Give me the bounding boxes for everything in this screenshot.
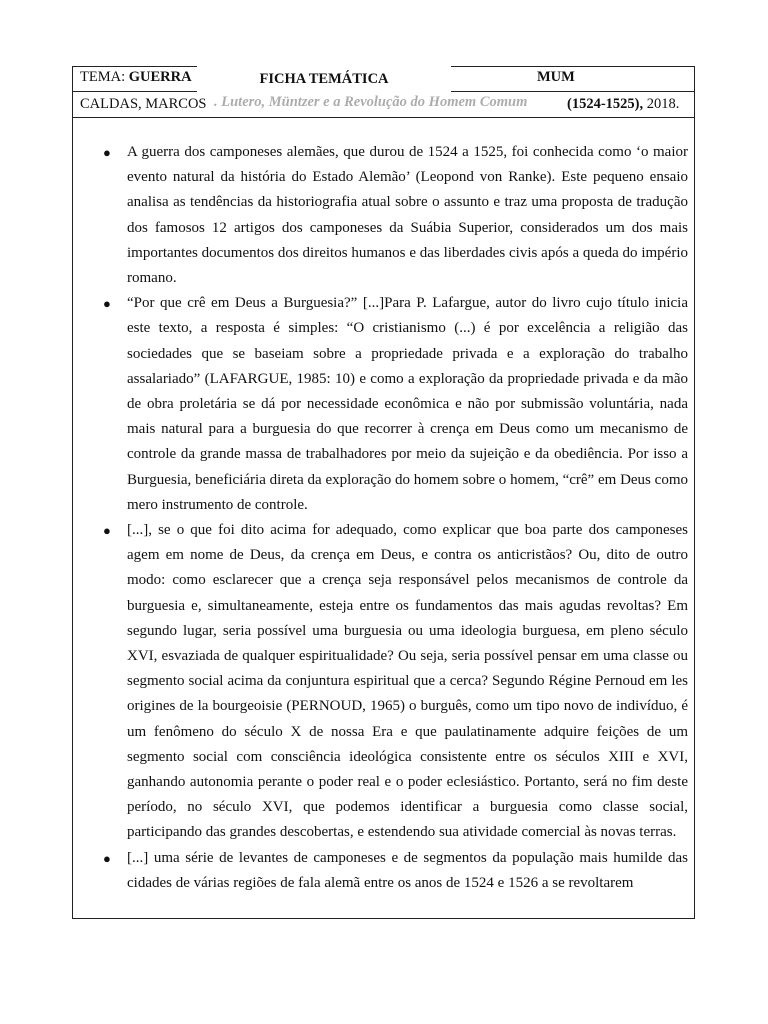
bullet-list [73,140,694,896]
bullet-icon: ● [103,145,111,160]
reference-dates [567,96,679,113]
page-title: FICHA TEMÁTICA [197,66,451,92]
theme-tail: MUM [537,69,575,85]
bullet-item [73,518,694,846]
ficha-table [72,66,695,919]
bullet-item [73,140,694,291]
bullet-text: “Por que crê em Deus a Burguesia?” [...]Para P. Lafargue, autor do livro cujo título inicia este texto, a resposta é simples: “O cristianismo (...) é por excelência a religião das sociedades que se baseiam sobre a propriedade privada e a exploração do trabalho assalariado” (LAFARGUE, 1985: 10) e como a exploração da propriedade privada e da mão de obra proletária se dá por necessidade econômica e não por submissão voluntária, nada mais natural para a burguesia do que recorrer à crença em Deus como um mecanismo de controle da grande massa de trabalhadores por meio da sujeição e da obediência. Por isso a Burguesia, beneficiária direta da exploração do homem sobre o homem, “crê” em Deus como mero instrumento de controle. [127,295,688,513]
bullet-text: A guerra dos camponeses alemães, que durou de 1524 a 1525, foi conhecida como ‘o maior evento natural da história do Estado Alemão’ (Leopond von Ranke). Este pequeno ensaio analisa as tendências da historiografia atual sobre o assunto e traz uma proposta de tradução dos famosos 12 artigos dos camponeses da Suábia Superior, considerados um dos mais importantes documentos dos direitos humanos e das liberdades civis após a queda do império romano. [127,144,688,287]
theme-cell [80,69,192,86]
theme-label: TEMA: [80,69,129,85]
bullet-text: [...], se o que foi dito acima for adequado, como explicar que boa parte dos camponeses agem em nome de Deus, da crença em Deus, e contra os anticristãos? Ou, dito de outro modo: como esclarecer que a crença seja responsável pelos mecanismos de controle da burguesia e, simultaneamente, esteja entre os fundamentos das mais agudas revoltas? Em segundo lugar, seria possível uma burguesia ou uma ideologia burguesa, em pleno século XVI, esvaziada de qualquer espiritualidade? Ou seja, seria possível pensar em uma classe ou segmento social acima da conjuntura espiritual que a cerca? Segundo Régine Pernoud em les origines de la bourgeoisie (PERNOUD, 1965) o burguês, como um tipo novo de indivíduo, é um fenômeno do século X de nossa Era e que paulatinamente adquire feições de um segmento social com consciência ideológica consistente entre os séculos XIII e XVI, ganhando autonomia perante o poder real e o poder eclesiástico. Portanto, será no fim deste período, no século XVI, que podemos identificar a burguesia como classe social, participando das grandes descobertas, e estendendo sua atividade comercial às novas terras. [127,522,688,841]
theme-value: GUERRA [128,69,192,85]
bullet-icon: ● [103,850,111,866]
work-year: 2018. [643,96,680,112]
reference-row [73,92,694,118]
content-area [73,118,694,919]
bullet-item [73,846,694,896]
bullet-icon: ● [103,296,111,312]
bullet-text: [...] uma série de levantes de camponeses e de segmentos da população mais humilde das cidades de várias regiões de fala alemã entre os anos de 1524 e 1526 a se revoltarem [127,849,688,891]
reference-author: CALDAS, MARCOS [80,96,207,112]
bullet-item [73,291,694,518]
reference-work-obscured: . Lutero, Müntzer e a Revolução do Homem Comum [214,94,528,110]
bullet-icon: ● [103,523,111,539]
work-dates: (1524-1525), [567,96,644,112]
